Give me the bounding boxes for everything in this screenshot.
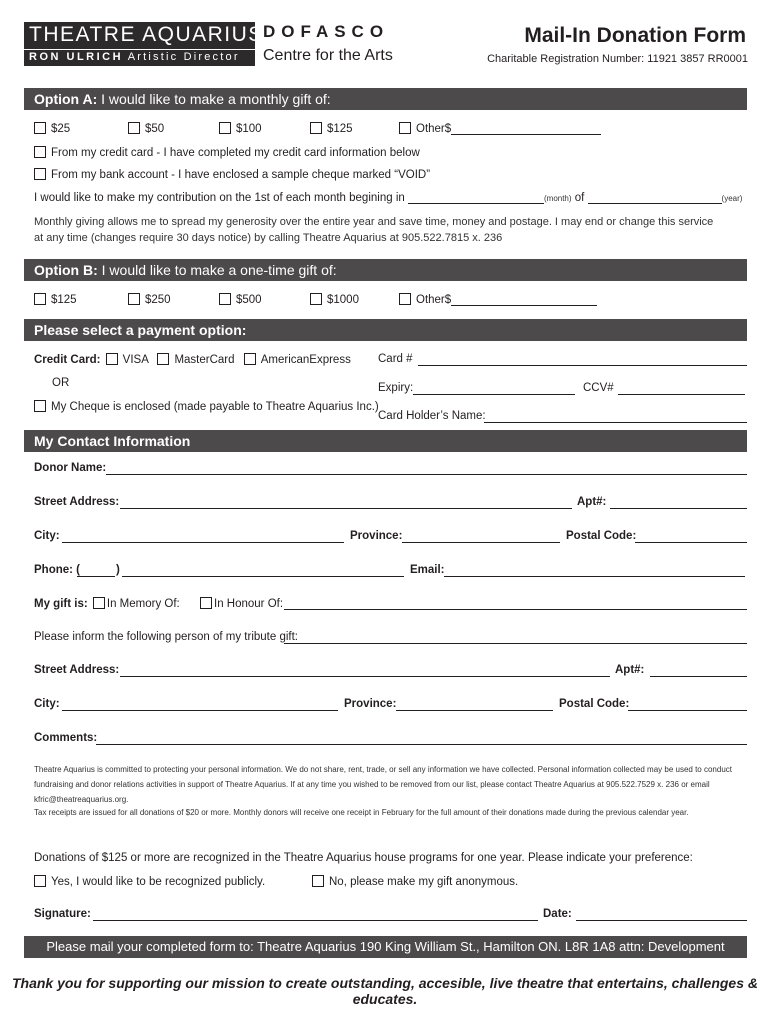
card-number-field[interactable]	[418, 365, 747, 366]
card-number-label: Card #	[378, 353, 413, 365]
option-b-amount-125[interactable]	[34, 293, 77, 306]
checkbox[interactable]	[312, 875, 324, 887]
amount-label: $1000	[327, 294, 359, 306]
date-label: Date:	[543, 908, 572, 920]
option-b-amount-500[interactable]	[219, 293, 262, 306]
option-a-header	[24, 88, 747, 110]
of-label: of	[574, 192, 585, 204]
charity-number: Charitable Registration Number: 11921 3857 RR0001	[487, 53, 748, 65]
checkbox[interactable]	[34, 875, 46, 887]
checkbox[interactable]	[34, 293, 46, 305]
card-holder-label: Card Holder’s Name:	[378, 410, 486, 422]
honour-option[interactable]	[200, 597, 283, 610]
option-a-amount-25[interactable]	[34, 122, 70, 135]
province2-label: Province:	[344, 698, 397, 710]
cheque-label: My Cheque is enclosed (made payable to Theatre Aquarius Inc.)	[51, 401, 379, 413]
amex-label: AmericanExpress	[260, 354, 351, 366]
phone-label: Phone: (	[34, 564, 80, 576]
recognition-yes-label: Yes, I would like to be recognized publicly.	[51, 876, 266, 888]
checkbox[interactable]	[128, 122, 140, 134]
amount-label: $250	[145, 294, 171, 306]
amount-label: $500	[236, 294, 262, 306]
payment-title: Please select a payment option:	[34, 322, 247, 338]
checkbox[interactable]	[34, 168, 46, 180]
postal-label: Postal Code:	[566, 530, 637, 542]
option-b-label: Option B:	[34, 262, 98, 278]
recognition-no[interactable]	[312, 875, 518, 888]
amount-label: $125	[327, 123, 353, 135]
comments-label: Comments:	[34, 732, 98, 744]
credit-card-label: From my credit card - I have completed my credit card information below	[51, 147, 420, 159]
donor-name-field[interactable]	[106, 474, 747, 475]
contact-header	[24, 430, 747, 452]
option-b-header	[24, 259, 747, 281]
apt-label: Apt#:	[577, 496, 607, 508]
option-b-amount-1000[interactable]	[310, 293, 359, 306]
comments-field[interactable]	[96, 744, 747, 745]
contact-title: My Contact Information	[34, 433, 191, 449]
inform-field[interactable]	[284, 643, 747, 644]
city-label: City:	[34, 530, 60, 542]
sponsor-name: DOFASCO	[263, 22, 390, 41]
logo-subtitle	[24, 50, 255, 66]
option-a-amount-100[interactable]	[219, 122, 262, 135]
bank-label: From my bank account - I have enclosed a sample cheque marked “VOID”	[51, 169, 431, 181]
checkbox[interactable]	[34, 146, 46, 158]
logo-role: Artistic Director	[127, 51, 240, 63]
province-label: Province:	[350, 530, 403, 542]
ccv-label: CCV#	[583, 382, 614, 394]
cheque-option[interactable]	[34, 400, 379, 413]
apt-field[interactable]	[610, 508, 747, 509]
street2-label: Street Address:	[34, 664, 120, 676]
amount-label: Other$	[416, 123, 452, 135]
amount-label: $100	[236, 123, 262, 135]
memory-checkbox[interactable]	[93, 597, 105, 609]
checkbox[interactable]	[399, 293, 411, 305]
amount-label: $50	[145, 123, 165, 135]
credit-card-row	[34, 353, 351, 366]
city2-label: City:	[34, 698, 60, 710]
recognition-no-label: No, please make my gift anonymous.	[329, 876, 519, 888]
city2-field[interactable]	[62, 710, 338, 711]
option-a-amount-125[interactable]	[310, 122, 353, 135]
other-amount-field[interactable]	[451, 123, 601, 135]
memory-label: In Memory Of:	[106, 598, 180, 610]
privacy-note: Theatre Aquarius is committed to protecting your personal information. We do not share, rent, trade, or sell any information we have collected. Personal information collected may be used to conduct fundraising and donor relations activities in support of Theatre Aquarius. If at any time you wished to be removed from our list, please contact Theatre Aquarius at 905.522.7529 x. 236 or email kfric@theatreaquarius.org.	[34, 765, 732, 804]
logo-name: THEATRE AQUARIUS	[29, 23, 264, 46]
visa-checkbox[interactable]	[106, 353, 118, 365]
checkbox[interactable]	[310, 122, 322, 134]
card-holder-field[interactable]	[484, 422, 747, 423]
contribution-label: I would like to make my contribution on the 1st of each month begining in	[34, 192, 405, 204]
postal2-label: Postal Code:	[559, 698, 630, 710]
amount-label: Other$	[416, 294, 452, 306]
or-label: OR	[52, 377, 70, 389]
credit-card-label: Credit Card:	[34, 354, 101, 366]
apt2-field[interactable]	[650, 676, 747, 677]
date-field[interactable]	[576, 920, 747, 921]
checkbox[interactable]	[34, 122, 46, 134]
gift-label: My gift is:	[34, 598, 88, 610]
checkbox[interactable]	[310, 293, 322, 305]
city-field[interactable]	[62, 542, 344, 543]
tribute-name-field[interactable]	[284, 609, 747, 610]
honour-checkbox[interactable]	[200, 597, 212, 609]
theatre-aquarius-logo	[24, 22, 264, 49]
monthly-note: Monthly giving allows me to spread my generosity over the entire year and save time, money and postage. I may end or change this service at any time (changes require 30 days notice) by calling Theatre Aquarius at 905.522.7815 x. 236	[34, 216, 714, 244]
postal2-field[interactable]	[628, 710, 747, 711]
option-b-amount-other[interactable]	[399, 293, 597, 306]
amount-label: $125	[51, 294, 77, 306]
option-b-amount-250[interactable]	[128, 293, 171, 306]
ccv-field[interactable]	[618, 394, 745, 395]
year-label: (year)	[721, 194, 743, 203]
signature-label: Signature:	[34, 908, 91, 920]
contribution-row	[34, 192, 742, 204]
honour-label: In Honour Of:	[214, 598, 284, 610]
gift-type-row	[34, 597, 180, 610]
month-field[interactable]	[408, 192, 544, 204]
street-field[interactable]	[120, 508, 572, 509]
postal-field[interactable]	[635, 542, 747, 543]
option-a-text: I would like to make a monthly gift of:	[101, 91, 331, 107]
amex-checkbox[interactable]	[244, 353, 256, 365]
option-a-label: Option A:	[34, 91, 98, 107]
month-label: (month)	[543, 194, 572, 203]
checkbox[interactable]	[34, 400, 46, 412]
mail-address-bar: Please mail your completed form to: Theatre Aquarius 190 King William St., Hamilton ON. L8R 1A8 attn: Development	[24, 936, 747, 958]
checkbox[interactable]	[399, 122, 411, 134]
expiry-field[interactable]	[413, 394, 575, 395]
logo-person: RON ULRICH	[29, 51, 124, 63]
signature-field[interactable]	[93, 920, 538, 921]
sponsor-subtitle: Centre for the Arts	[263, 47, 393, 64]
other-amount-field[interactable]	[451, 294, 597, 306]
expiry-label: Expiry:	[378, 382, 414, 394]
option-b-text: I would like to make a one-time gift of:	[101, 262, 337, 278]
form-title: Mail-In Donation Form	[524, 24, 746, 47]
option-a-credit-card[interactable]	[34, 146, 420, 159]
province2-field[interactable]	[396, 710, 553, 711]
option-a-bank[interactable]	[34, 168, 430, 181]
phone-paren: )	[116, 564, 120, 576]
tax-note: Tax receipts are issued for all donations of $20 or more. Monthly donors will receive one receipt in February for the full amount of their donations made during the previous calendar year.	[34, 808, 689, 817]
email-field[interactable]	[444, 576, 745, 577]
apt2-label: Apt#:	[615, 664, 645, 676]
thank-you-message: Thank you for supporting our mission to create outstanding, accesible, live theatre that entertains, challenges & educates.	[11, 975, 759, 1007]
email-label: Email:	[410, 564, 445, 576]
phone-field[interactable]	[122, 576, 404, 577]
donor-name-label: Donor Name:	[34, 462, 107, 474]
mastercard-label: MasterCard	[174, 354, 235, 366]
inform-label: Please inform the following person of my tribute gift:	[34, 631, 298, 643]
year-field[interactable]	[588, 192, 722, 204]
option-a-amount-50[interactable]	[128, 122, 164, 135]
visa-label: VISA	[122, 354, 149, 366]
recognition-text: Donations of $125 or more are recognized in the Theatre Aquarius house programs for one year. Please indicate your preference:	[34, 852, 693, 864]
checkbox[interactable]	[219, 293, 231, 305]
province-field[interactable]	[402, 542, 560, 543]
checkbox[interactable]	[128, 293, 140, 305]
option-a-amount-other[interactable]	[399, 122, 601, 135]
amount-label: $25	[51, 123, 71, 135]
recognition-yes[interactable]	[34, 875, 265, 888]
payment-header	[24, 319, 747, 341]
area-code-field[interactable]	[77, 576, 115, 577]
mastercard-checkbox[interactable]	[157, 353, 169, 365]
street-label: Street Address:	[34, 496, 120, 508]
checkbox[interactable]	[219, 122, 231, 134]
street2-field[interactable]	[120, 676, 610, 677]
